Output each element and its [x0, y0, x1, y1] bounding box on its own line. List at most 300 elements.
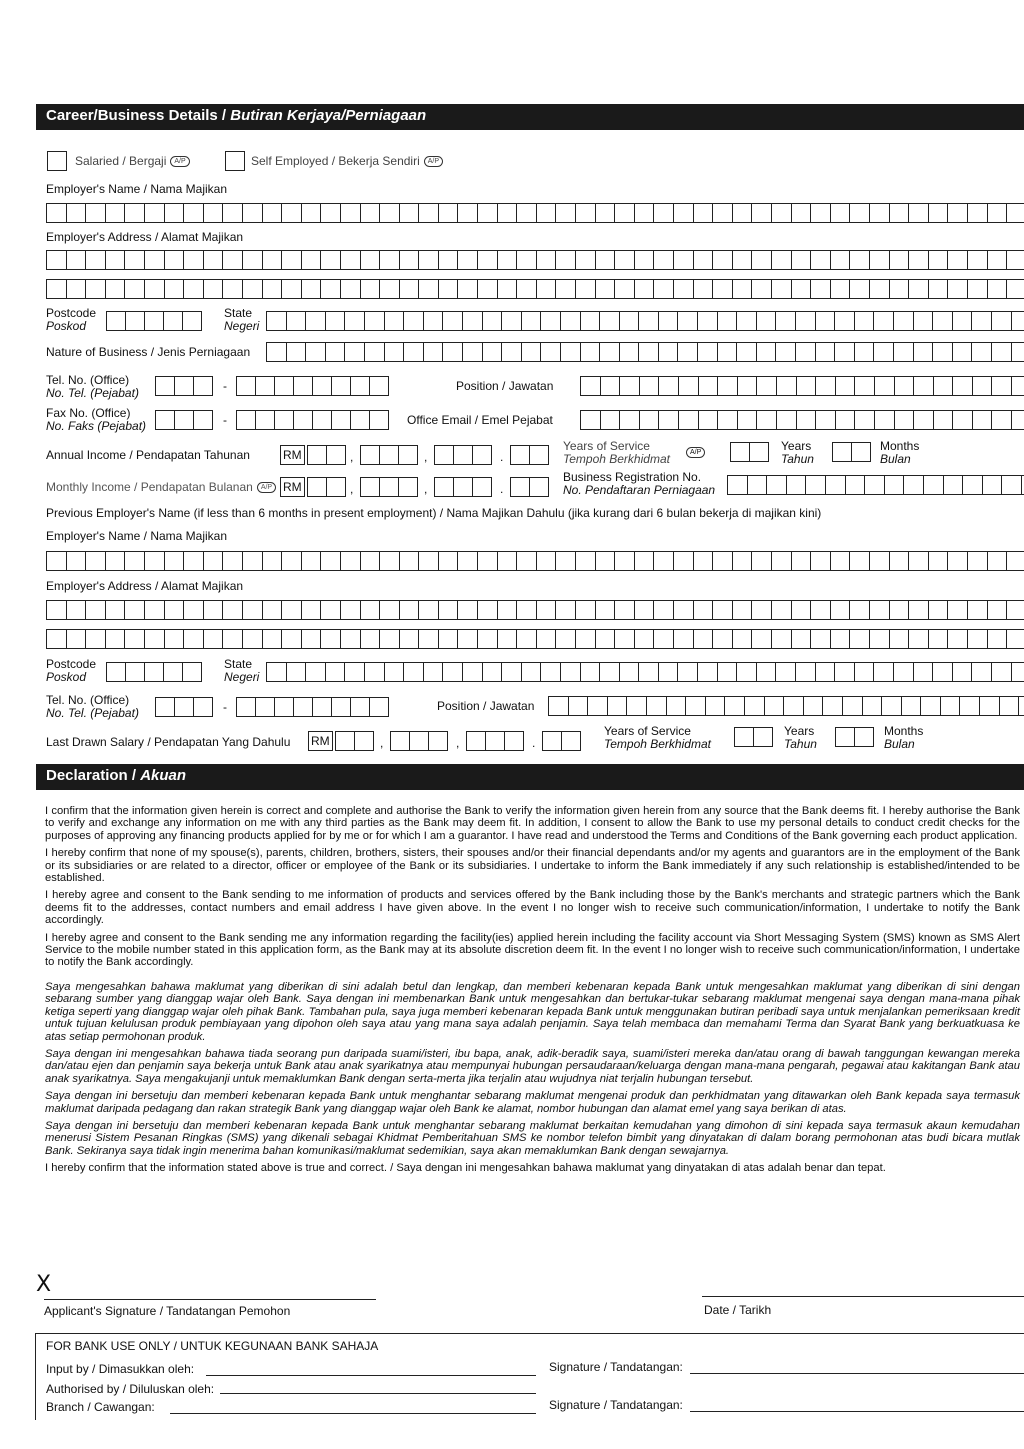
char-box[interactable]: [826, 475, 846, 495]
char-box[interactable]: [351, 376, 370, 396]
char-box[interactable]: [184, 629, 204, 649]
char-box[interactable]: [654, 629, 674, 649]
char-box[interactable]: [713, 600, 733, 620]
char-box[interactable]: [835, 662, 855, 682]
char-box[interactable]: [850, 250, 870, 270]
char-box[interactable]: [792, 600, 812, 620]
char-box[interactable]: [811, 250, 831, 270]
char-box[interactable]: [556, 250, 576, 270]
char-box[interactable]: [332, 376, 351, 396]
char-box[interactable]: [757, 662, 777, 682]
char-box[interactable]: [145, 662, 164, 682]
char-box[interactable]: [811, 600, 831, 620]
char-box[interactable]: [678, 662, 698, 682]
char-box[interactable]: [934, 410, 954, 430]
char-box[interactable]: [1007, 203, 1024, 223]
char-box[interactable]: [659, 376, 679, 396]
char-box[interactable]: [796, 342, 816, 362]
char-box[interactable]: [327, 445, 346, 465]
char-box[interactable]: [934, 376, 954, 396]
char-box[interactable]: [537, 629, 557, 649]
char-box[interactable]: [843, 696, 863, 716]
char-box[interactable]: [874, 311, 894, 331]
char-box[interactable]: [654, 250, 674, 270]
position-field[interactable]: [580, 376, 1024, 396]
char-box[interactable]: [458, 250, 478, 270]
char-box[interactable]: [204, 279, 224, 299]
char-box[interactable]: [620, 662, 640, 682]
char-box[interactable]: [429, 731, 448, 751]
char-box[interactable]: [183, 662, 202, 682]
char-box[interactable]: [194, 376, 213, 396]
char-box[interactable]: [165, 629, 185, 649]
char-box[interactable]: [836, 727, 855, 747]
self-employed-checkbox[interactable]: [225, 151, 245, 171]
char-box[interactable]: [718, 342, 738, 362]
char-box[interactable]: [1012, 410, 1024, 430]
char-box[interactable]: [596, 250, 616, 270]
prev-postcode-field[interactable]: [106, 662, 202, 682]
char-box[interactable]: [530, 445, 549, 465]
char-box[interactable]: [735, 727, 754, 747]
char-box[interactable]: [870, 279, 890, 299]
char-box[interactable]: [895, 410, 915, 430]
char-box[interactable]: [86, 203, 106, 223]
char-box[interactable]: [256, 410, 275, 430]
char-box[interactable]: [852, 442, 871, 462]
char-box[interactable]: [870, 551, 890, 571]
char-box[interactable]: [718, 662, 738, 682]
char-box[interactable]: [806, 475, 826, 495]
char-box[interactable]: [67, 629, 87, 649]
char-box[interactable]: [674, 600, 694, 620]
char-box[interactable]: [517, 600, 537, 620]
monthly-income-field-2[interactable]: [360, 477, 418, 497]
authorised-by-line[interactable]: [220, 1393, 536, 1394]
char-box[interactable]: [963, 475, 983, 495]
char-box[interactable]: [855, 342, 875, 362]
char-box[interactable]: [738, 410, 758, 430]
char-box[interactable]: [556, 279, 576, 299]
char-box[interactable]: [615, 279, 635, 299]
char-box[interactable]: [175, 697, 194, 717]
char-box[interactable]: [674, 203, 694, 223]
char-box[interactable]: [855, 727, 874, 747]
char-box[interactable]: [498, 279, 518, 299]
char-box[interactable]: [332, 697, 351, 717]
char-box[interactable]: [733, 551, 753, 571]
char-box[interactable]: [537, 279, 557, 299]
state-field[interactable]: [266, 311, 1024, 331]
char-box[interactable]: [463, 342, 483, 362]
char-box[interactable]: [125, 203, 145, 223]
char-box[interactable]: [439, 250, 459, 270]
char-box[interactable]: [263, 551, 283, 571]
char-box[interactable]: [106, 629, 126, 649]
char-box[interactable]: [831, 629, 851, 649]
char-box[interactable]: [885, 475, 905, 495]
char-box[interactable]: [576, 203, 596, 223]
char-box[interactable]: [973, 376, 993, 396]
char-box[interactable]: [361, 551, 381, 571]
char-box[interactable]: [792, 250, 812, 270]
char-box[interactable]: [391, 731, 410, 751]
char-box[interactable]: [561, 662, 581, 682]
char-box[interactable]: [750, 442, 769, 462]
char-box[interactable]: [980, 696, 1000, 716]
char-box[interactable]: [850, 551, 870, 571]
char-box[interactable]: [667, 696, 687, 716]
char-box[interactable]: [332, 410, 351, 430]
char-box[interactable]: [914, 376, 934, 396]
char-box[interactable]: [902, 696, 922, 716]
char-box[interactable]: [204, 551, 224, 571]
char-box[interactable]: [517, 279, 537, 299]
char-box[interactable]: [370, 376, 389, 396]
char-box[interactable]: [562, 731, 581, 751]
char-box[interactable]: [855, 410, 875, 430]
char-box[interactable]: [787, 475, 807, 495]
char-box[interactable]: [615, 600, 635, 620]
char-box[interactable]: [620, 376, 640, 396]
char-box[interactable]: [302, 250, 322, 270]
char-box[interactable]: [498, 203, 518, 223]
char-box[interactable]: [581, 376, 601, 396]
char-box[interactable]: [968, 629, 988, 649]
char-box[interactable]: [713, 551, 733, 571]
char-box[interactable]: [909, 629, 929, 649]
input-by-line[interactable]: [206, 1375, 536, 1376]
char-box[interactable]: [929, 250, 949, 270]
char-box[interactable]: [282, 203, 302, 223]
char-box[interactable]: [777, 410, 797, 430]
char-box[interactable]: [321, 551, 341, 571]
char-box[interactable]: [165, 250, 185, 270]
char-box[interactable]: [321, 629, 341, 649]
char-box[interactable]: [804, 696, 824, 716]
char-box[interactable]: [435, 445, 454, 465]
char-box[interactable]: [615, 551, 635, 571]
char-box[interactable]: [576, 551, 596, 571]
char-box[interactable]: [341, 250, 361, 270]
char-box[interactable]: [341, 551, 361, 571]
char-box[interactable]: [733, 250, 753, 270]
char-box[interactable]: [679, 410, 699, 430]
char-box[interactable]: [106, 551, 126, 571]
char-box[interactable]: [1000, 696, 1020, 716]
salaried-checkbox[interactable]: [47, 151, 67, 171]
char-box[interactable]: [439, 279, 459, 299]
char-box[interactable]: [1012, 376, 1024, 396]
char-box[interactable]: [706, 696, 726, 716]
char-box[interactable]: [728, 475, 748, 495]
char-box[interactable]: [674, 629, 694, 649]
char-box[interactable]: [796, 311, 816, 331]
char-box[interactable]: [772, 279, 792, 299]
char-box[interactable]: [145, 600, 165, 620]
char-box[interactable]: [576, 279, 596, 299]
char-box[interactable]: [365, 662, 385, 682]
char-box[interactable]: [306, 342, 326, 362]
char-box[interactable]: [890, 203, 910, 223]
char-box[interactable]: [909, 250, 929, 270]
nature-business-field[interactable]: [266, 342, 1024, 362]
char-box[interactable]: [875, 410, 895, 430]
char-box[interactable]: [385, 662, 405, 682]
char-box[interactable]: [454, 477, 473, 497]
char-box[interactable]: [454, 445, 473, 465]
char-box[interactable]: [223, 600, 243, 620]
char-box[interactable]: [850, 279, 870, 299]
char-box[interactable]: [620, 311, 640, 331]
char-box[interactable]: [581, 311, 601, 331]
char-box[interactable]: [341, 203, 361, 223]
char-box[interactable]: [313, 410, 332, 430]
char-box[interactable]: [733, 629, 753, 649]
char-box[interactable]: [511, 445, 530, 465]
char-box[interactable]: [1007, 629, 1024, 649]
char-box[interactable]: [596, 551, 616, 571]
char-box[interactable]: [107, 662, 126, 682]
char-box[interactable]: [992, 410, 1012, 430]
char-box[interactable]: [67, 279, 87, 299]
char-box[interactable]: [263, 279, 283, 299]
char-box[interactable]: [988, 629, 1008, 649]
char-box[interactable]: [47, 551, 67, 571]
tel-area-field[interactable]: [155, 376, 213, 396]
char-box[interactable]: [627, 696, 647, 716]
char-box[interactable]: [439, 629, 459, 649]
char-box[interactable]: [125, 250, 145, 270]
char-box[interactable]: [914, 342, 934, 362]
char-box[interactable]: [1002, 475, 1022, 495]
char-box[interactable]: [294, 697, 313, 717]
char-box[interactable]: [772, 600, 792, 620]
char-box[interactable]: [733, 203, 753, 223]
char-box[interactable]: [267, 311, 287, 331]
char-box[interactable]: [267, 662, 287, 682]
char-box[interactable]: [576, 629, 596, 649]
char-box[interactable]: [933, 342, 953, 362]
char-box[interactable]: [870, 600, 890, 620]
char-box[interactable]: [816, 342, 836, 362]
char-box[interactable]: [419, 203, 439, 223]
char-box[interactable]: [410, 731, 429, 751]
char-box[interactable]: [145, 551, 165, 571]
char-box[interactable]: [419, 600, 439, 620]
char-box[interactable]: [175, 410, 194, 430]
char-box[interactable]: [635, 551, 655, 571]
char-box[interactable]: [478, 250, 498, 270]
char-box[interactable]: [694, 279, 714, 299]
char-box[interactable]: [243, 250, 263, 270]
char-box[interactable]: [792, 279, 812, 299]
char-box[interactable]: [850, 600, 870, 620]
char-box[interactable]: [754, 727, 773, 747]
char-box[interactable]: [473, 445, 492, 465]
char-box[interactable]: [1012, 662, 1024, 682]
char-box[interactable]: [757, 311, 777, 331]
char-box[interactable]: [404, 342, 424, 362]
char-box[interactable]: [1007, 600, 1024, 620]
years-service-years-field[interactable]: [730, 442, 769, 462]
char-box[interactable]: [223, 279, 243, 299]
char-box[interactable]: [576, 250, 596, 270]
char-box[interactable]: [713, 203, 733, 223]
monthly-income-field-1[interactable]: [307, 477, 346, 497]
char-box[interactable]: [694, 629, 714, 649]
char-box[interactable]: [419, 551, 439, 571]
char-box[interactable]: [678, 342, 698, 362]
char-box[interactable]: [752, 551, 772, 571]
office-email-field[interactable]: [580, 410, 1024, 430]
char-box[interactable]: [287, 311, 307, 331]
char-box[interactable]: [929, 279, 949, 299]
char-box[interactable]: [439, 203, 459, 223]
char-box[interactable]: [313, 697, 332, 717]
char-box[interactable]: [640, 376, 660, 396]
char-box[interactable]: [237, 697, 256, 717]
char-box[interactable]: [365, 311, 385, 331]
char-box[interactable]: [953, 410, 973, 430]
char-box[interactable]: [576, 600, 596, 620]
char-box[interactable]: [831, 279, 851, 299]
char-box[interactable]: [275, 376, 294, 396]
annual-income-field-3[interactable]: [434, 445, 492, 465]
char-box[interactable]: [904, 475, 924, 495]
char-box[interactable]: [365, 342, 385, 362]
char-box[interactable]: [608, 696, 628, 716]
char-box[interactable]: [948, 551, 968, 571]
char-box[interactable]: [380, 629, 400, 649]
char-box[interactable]: [776, 311, 796, 331]
char-box[interactable]: [86, 551, 106, 571]
date-line[interactable]: [702, 1296, 1024, 1297]
char-box[interactable]: [796, 662, 816, 682]
char-box[interactable]: [757, 342, 777, 362]
char-box[interactable]: [282, 551, 302, 571]
char-box[interactable]: [600, 311, 620, 331]
char-box[interactable]: [380, 445, 399, 465]
char-box[interactable]: [816, 376, 836, 396]
char-box[interactable]: [596, 279, 616, 299]
char-box[interactable]: [737, 342, 757, 362]
char-box[interactable]: [738, 376, 758, 396]
char-box[interactable]: [361, 279, 381, 299]
char-box[interactable]: [47, 203, 67, 223]
monthly-income-field-4[interactable]: [510, 477, 549, 497]
char-box[interactable]: [968, 600, 988, 620]
char-box[interactable]: [615, 203, 635, 223]
char-box[interactable]: [355, 731, 374, 751]
char-box[interactable]: [419, 250, 439, 270]
char-box[interactable]: [767, 475, 787, 495]
char-box[interactable]: [556, 600, 576, 620]
business-reg-field[interactable]: [727, 475, 1024, 495]
char-box[interactable]: [361, 600, 381, 620]
char-box[interactable]: [699, 376, 719, 396]
char-box[interactable]: [718, 376, 738, 396]
char-box[interactable]: [517, 250, 537, 270]
char-box[interactable]: [835, 342, 855, 362]
char-box[interactable]: [223, 203, 243, 223]
char-box[interactable]: [522, 662, 542, 682]
char-box[interactable]: [47, 250, 67, 270]
char-box[interactable]: [380, 250, 400, 270]
char-box[interactable]: [306, 662, 326, 682]
fax-number-field[interactable]: [236, 410, 389, 430]
prev-employer-address-field-1[interactable]: [46, 600, 1024, 620]
char-box[interactable]: [361, 477, 380, 497]
char-box[interactable]: [106, 203, 126, 223]
char-box[interactable]: [326, 311, 346, 331]
char-box[interactable]: [385, 342, 405, 362]
char-box[interactable]: [797, 410, 817, 430]
char-box[interactable]: [909, 551, 929, 571]
char-box[interactable]: [855, 376, 875, 396]
char-box[interactable]: [306, 311, 326, 331]
char-box[interactable]: [361, 629, 381, 649]
char-box[interactable]: [345, 662, 365, 682]
char-box[interactable]: [541, 662, 561, 682]
char-box[interactable]: [882, 696, 902, 716]
char-box[interactable]: [850, 629, 870, 649]
char-box[interactable]: [874, 342, 894, 362]
char-box[interactable]: [992, 311, 1012, 331]
char-box[interactable]: [443, 311, 463, 331]
char-box[interactable]: [106, 250, 126, 270]
char-box[interactable]: [713, 250, 733, 270]
char-box[interactable]: [341, 629, 361, 649]
char-box[interactable]: [126, 311, 145, 331]
char-box[interactable]: [478, 600, 498, 620]
char-box[interactable]: [988, 203, 1008, 223]
employer-address-field-1[interactable]: [46, 250, 1024, 270]
char-box[interactable]: [458, 600, 478, 620]
char-box[interactable]: [1007, 551, 1024, 571]
char-box[interactable]: [263, 250, 283, 270]
char-box[interactable]: [678, 311, 698, 331]
char-box[interactable]: [498, 551, 518, 571]
char-box[interactable]: [777, 376, 797, 396]
char-box[interactable]: [588, 696, 608, 716]
char-box[interactable]: [772, 203, 792, 223]
char-box[interactable]: [792, 629, 812, 649]
char-box[interactable]: [165, 600, 185, 620]
char-box[interactable]: [467, 731, 486, 751]
char-box[interactable]: [870, 629, 890, 649]
char-box[interactable]: [1012, 342, 1024, 362]
char-box[interactable]: [833, 442, 852, 462]
char-box[interactable]: [443, 342, 463, 362]
char-box[interactable]: [698, 342, 718, 362]
char-box[interactable]: [731, 442, 750, 462]
prev-state-field[interactable]: [266, 662, 1024, 682]
last-salary-field-3[interactable]: [466, 731, 524, 751]
char-box[interactable]: [765, 696, 785, 716]
char-box[interactable]: [404, 662, 424, 682]
char-box[interactable]: [620, 410, 640, 430]
char-box[interactable]: [530, 477, 549, 497]
char-box[interactable]: [439, 600, 459, 620]
annual-income-field-2[interactable]: [360, 445, 418, 465]
char-box[interactable]: [953, 311, 973, 331]
char-box[interactable]: [543, 731, 562, 751]
char-box[interactable]: [517, 551, 537, 571]
char-box[interactable]: [890, 600, 910, 620]
char-box[interactable]: [463, 311, 483, 331]
char-box[interactable]: [326, 662, 346, 682]
